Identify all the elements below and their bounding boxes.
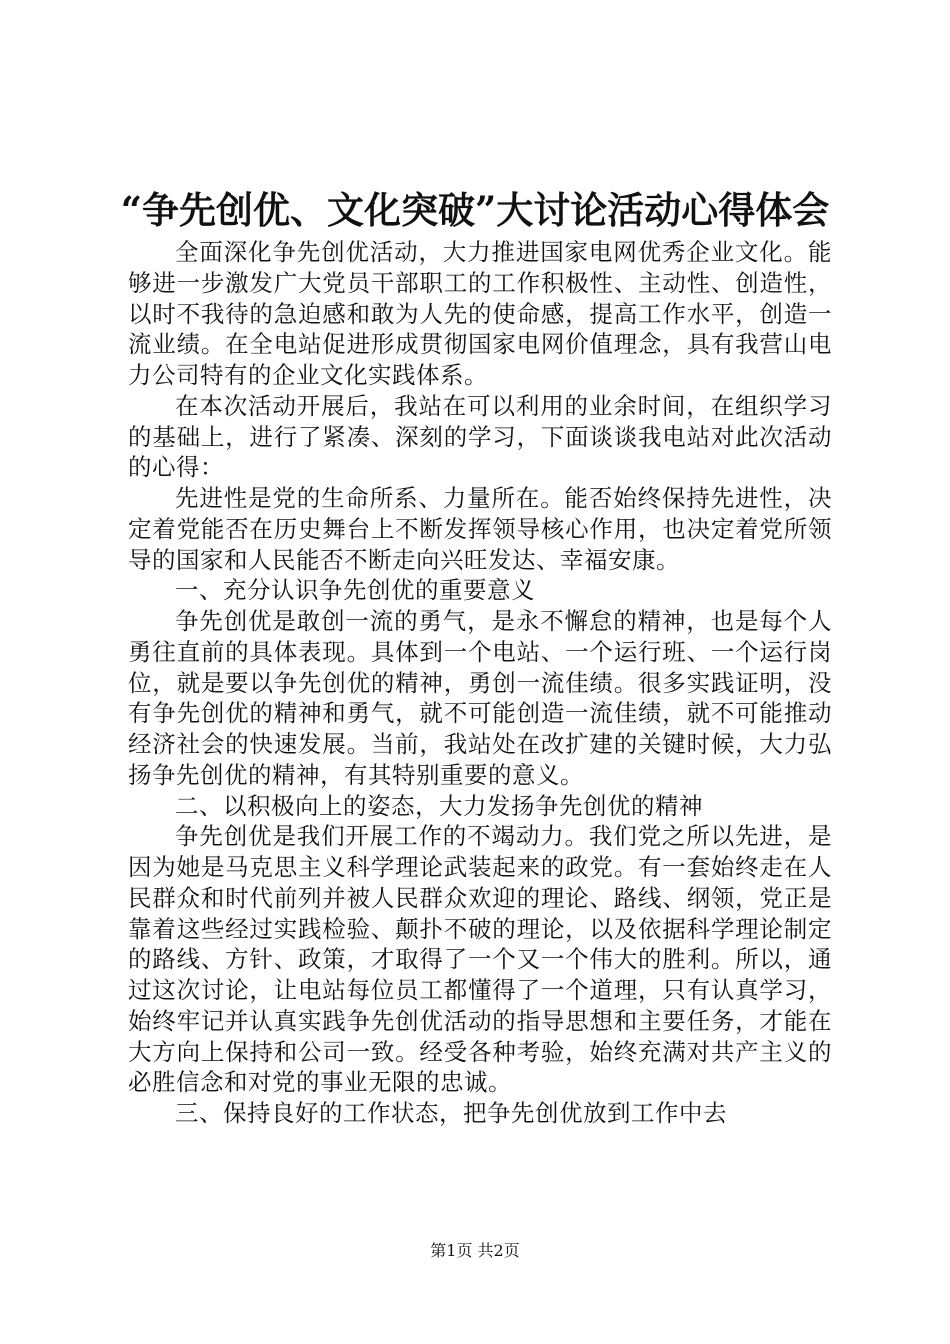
section-heading-2: 二、以积极向上的姿态，大力发扬争先创优的精神: [175, 791, 703, 820]
paragraph-advancement: 先进性是党的生命所系、力量所在。能否始终保持先进性，决定着党能否在历史舞台上不断发挥领导核心作用，也决定着党所领导的国家和人民能否不断走向兴旺发达、幸福安康。: [128, 484, 832, 574]
paragraph-activity: 在本次活动开展后，我站在可以利用的业余时间，在组织学习的基础上，进行了紧凑、深刻的学习，下面谈谈我电站对此次活动的心得：: [128, 391, 832, 482]
page-footer: 第1页 共2页: [430, 1241, 520, 1260]
document-body: [128, 237, 832, 1129]
section-heading-1: 一、充分认识争先创优的重要意义: [175, 576, 535, 605]
section-heading-3: 三、保持良好的工作状态，把争先创优放到工作中去: [175, 1099, 727, 1127]
document-title: “争先创优、文化突破”大讨论活动心得体会: [120, 188, 830, 232]
paragraph-section-2: 争先创优是我们开展工作的不竭动力。我们党之所以先进，是因为她是马克思主义科学理论武装起来的政党。有一套始终走在人民群众和时代前列并被人民群众欢迎的理论、路线、纲领，党正是靠着这些经过实践检验、颠扑不破的理论，以及依据科学理论制定的路线、方针、政策，才取得了一个又一个伟大的胜利。所以，通过这次讨论，让电站每位员工都懂得了一个道理，只有认真学习，始终牢记并认真实践争先创优活动的指导思想和主要任务，才能在大方向上保持和公司一致。经受各种考验，始终充满对共产主义的必胜信念和对党的事业无限的忠诚。: [128, 822, 832, 1097]
paragraph-section-1: 争先创优是敢创一流的勇气，是永不懈怠的精神，也是每个人勇往直前的具体表现。具体到一个电站、一个运行班、一个运行岗位，就是要以争先创优的精神，勇创一流佳绩。很多实践证明，没有争先创优的精神和勇气，就不可能创造一流佳绩，就不可能推动经济社会的快速发展。当前，我站处在改扩建的关键时候，大力弘扬争先创优的精神，有其特别重要的意义。: [128, 607, 832, 789]
paragraph-intro: 全面深化争先创优活动，大力推进国家电网优秀企业文化。能够进一步激发广大党员干部职工的工作积极性、主动性、创造性，以时不我待的急迫感和敢为人先的使命感，提高工作水平，创造一流业绩。在全电站促进形成贯彻国家电网价值理念，具有我营山电力公司特有的企业文化实践体系。: [128, 238, 832, 389]
